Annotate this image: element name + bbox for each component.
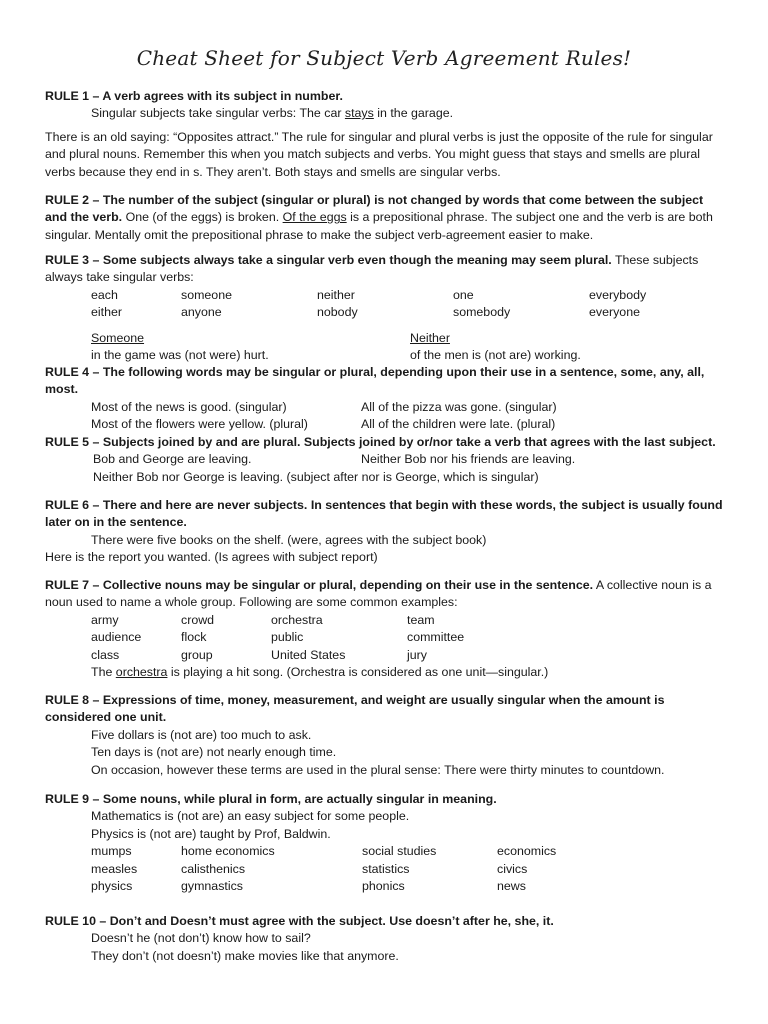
- rule-9-example-2: Physics is (not are) taught by Prof, Baldwin.: [91, 826, 331, 841]
- rule-3-example-1-tail: in the game was (not were) hurt.: [91, 348, 269, 363]
- rule-1-heading: RULE 1 – A verb agrees with its subject in number.: [45, 89, 343, 103]
- list-item: statistics: [362, 861, 410, 876]
- list-item: everybody: [589, 287, 647, 302]
- list-item: one: [453, 287, 474, 302]
- list-item: nobody: [317, 305, 358, 320]
- list-item: neither: [317, 287, 355, 302]
- list-item: orchestra: [271, 612, 323, 627]
- list-item: economics: [497, 844, 557, 859]
- rule-1-example: Singular subjects take singular verbs: The car: [91, 106, 345, 121]
- rule-3: [45, 252, 728, 364]
- list-item: each: [91, 287, 118, 302]
- rule-4-heading: RULE 4 – The following words may be singular or plural, depending upon their use in a sentence, some, any, all, most.: [45, 365, 705, 397]
- rule-8: [45, 692, 728, 779]
- rule-3-example-2-tail: of the men is (not are) working.: [410, 348, 581, 363]
- rule-9-row-3: [45, 878, 728, 895]
- rule-5-heading: RULE 5 – Subjects joined by and are plural. Subjects joined by or/nor take a verb that agrees with the last subject.: [45, 435, 716, 449]
- rule-9-row-1: [45, 843, 728, 860]
- list-item: mumps: [91, 844, 132, 859]
- rule-9-heading: RULE 9 – Some nouns, while plural in form, are actually singular in meaning.: [45, 792, 497, 806]
- rule-4-example: All of the children were late. (plural): [361, 417, 556, 432]
- list-item: team: [407, 612, 435, 627]
- list-item: public: [271, 630, 304, 645]
- rule-7-underlined-noun: orchestra: [115, 665, 168, 680]
- rule-4-example: Most of the flowers were yellow. (plural): [91, 417, 308, 432]
- rule-7-tail: A collective noun is a noun used to name a whole group. Following are some common examples:: [45, 578, 712, 610]
- rule-10-example-1: Doesn’t he (not don’t) know how to sail?: [91, 931, 311, 946]
- list-item: either: [91, 305, 122, 320]
- rule-7-heading: RULE 7 – Collective nouns may be singular or plural, depending on their use in the sentence.: [45, 578, 594, 592]
- list-item: everyone: [589, 305, 640, 320]
- rule-5-example: Neither Bob nor his friends are leaving.: [361, 452, 576, 467]
- rule-5: [45, 434, 728, 486]
- rule-2-underlined-phrase: Of the eggs: [282, 210, 347, 225]
- list-item: army: [91, 612, 119, 627]
- rule-5-example-2: Neither Bob nor George is leaving. (subject after nor is George, which is singular): [93, 469, 539, 484]
- rule-8-example-3: On occasion, however these terms are used in the plural sense: There were thirty minutes to countdown.: [91, 762, 665, 777]
- list-item: physics: [91, 879, 133, 894]
- rule-3-examples: [45, 330, 728, 365]
- rule-3-example-2-subject: Neither: [410, 330, 450, 345]
- list-item: group: [181, 647, 213, 662]
- list-item: audience: [91, 630, 142, 645]
- rule-1: [45, 88, 728, 181]
- list-item: flock: [181, 630, 207, 645]
- rule-1-underlined-verb: stays: [344, 106, 374, 121]
- rule-8-example-1: Five dollars is (not are) too much to ask.: [91, 727, 312, 742]
- list-item: somebody: [453, 305, 511, 320]
- rule-7: [45, 577, 728, 681]
- list-item: anyone: [181, 305, 222, 320]
- list-item: someone: [181, 287, 232, 302]
- list-item: United States: [271, 647, 346, 662]
- rule-7-example-tail: is playing a hit song. (Orchestra is considered as one unit—singular.): [167, 665, 549, 680]
- rule-2-text-tail: is a prepositional phrase. The subject one and the verb is are both singular. Mentally omit the prepositional phrase to make the subject verb-agreement easier to make.: [45, 210, 713, 242]
- rule-2-text: One (of the eggs) is broken.: [122, 210, 283, 225]
- rule-8-example-2: Ten days is (not are) not nearly enough time.: [91, 745, 337, 760]
- list-item: crowd: [181, 612, 215, 627]
- rule-4-row-2: [45, 416, 728, 433]
- rule-3-example-1: [91, 330, 410, 365]
- rule-5-row-1: [45, 451, 728, 468]
- rule-9: [45, 791, 728, 895]
- list-item: news: [497, 879, 526, 894]
- list-item: jury: [407, 647, 427, 662]
- page-title: Cheat Sheet for Subject Verb Agreement Rules!: [136, 46, 632, 70]
- list-item: committee: [407, 630, 465, 645]
- list-item: social studies: [362, 844, 437, 859]
- list-item: phonics: [362, 879, 405, 894]
- rule-4-row-1: [45, 399, 728, 416]
- rule-10: [45, 913, 728, 965]
- rule-4-example: Most of the news is good. (singular): [91, 399, 287, 414]
- rule-3-example-1-subject: Someone: [91, 330, 145, 345]
- rule-6-example-2: Here is the report you wanted. (Is agrees with subject report): [45, 550, 378, 565]
- list-item: class: [91, 647, 120, 662]
- rule-10-heading: RULE 10 – Don’t and Doesn’t must agree with the subject. Use doesn’t after he, she, it.: [45, 914, 554, 928]
- rule-3-heading: RULE 3 – Some subjects always take a singular verb even though the meaning may seem plural.: [45, 253, 612, 267]
- rule-3-example-2: [410, 330, 581, 365]
- rule-6: [45, 497, 728, 567]
- list-item: civics: [497, 861, 528, 876]
- rule-7-example: [45, 664, 728, 681]
- rule-6-example-1: There were five books on the shelf. (were, agrees with the subject book): [91, 532, 487, 547]
- list-item: measles: [91, 861, 138, 876]
- rule-3-word-row-1: [45, 287, 728, 304]
- rule-2-heading: RULE 2 – The number of the subject (singular or plural) is not changed by words that come between the subject and the verb.: [45, 193, 704, 225]
- rule-10-example-2: They don’t (not doesn’t) make movies like that anymore.: [91, 948, 399, 963]
- rule-7-row-2: [45, 629, 728, 646]
- list-item: gymnastics: [181, 879, 243, 894]
- rule-9-row-2: [45, 861, 728, 878]
- rule-9-example-1: Mathematics is (not are) an easy subject for some people.: [91, 809, 410, 824]
- rule-7-row-1: [45, 612, 728, 629]
- rule-6-heading: RULE 6 – There and here are never subjects. In sentences that begin with these words, the subject is usually found later on in the sentence.: [45, 498, 723, 530]
- rule-2: [45, 192, 728, 244]
- rule-3-tail: These subjects always take singular verbs:: [45, 253, 699, 285]
- list-item: calisthenics: [181, 861, 246, 876]
- rule-1-example-tail: in the garage.: [373, 106, 454, 121]
- rule-7-row-3: [45, 647, 728, 664]
- list-item: home economics: [181, 844, 275, 859]
- rule-8-heading: RULE 8 – Expressions of time, money, measurement, and weight are usually singular when the amount is considered one unit.: [45, 693, 665, 725]
- rule-7-example-lead: The: [91, 665, 116, 680]
- rule-4-example: All of the pizza was gone. (singular): [361, 399, 557, 414]
- rule-1-paragraph: There is an old saying: “Opposites attract.” The rule for singular and plural verbs is just the opposite of the rule for singular and plural nouns. Remember this when you match subjects and verbs. You might guess that stays and smells are plural verbs because they end in s. They aren’t. Both stays and smells are singular verbs.: [45, 129, 713, 179]
- rule-3-word-row-2: [45, 304, 728, 321]
- rule-5-example: Bob and George are leaving.: [93, 452, 252, 467]
- rule-4: [45, 364, 728, 434]
